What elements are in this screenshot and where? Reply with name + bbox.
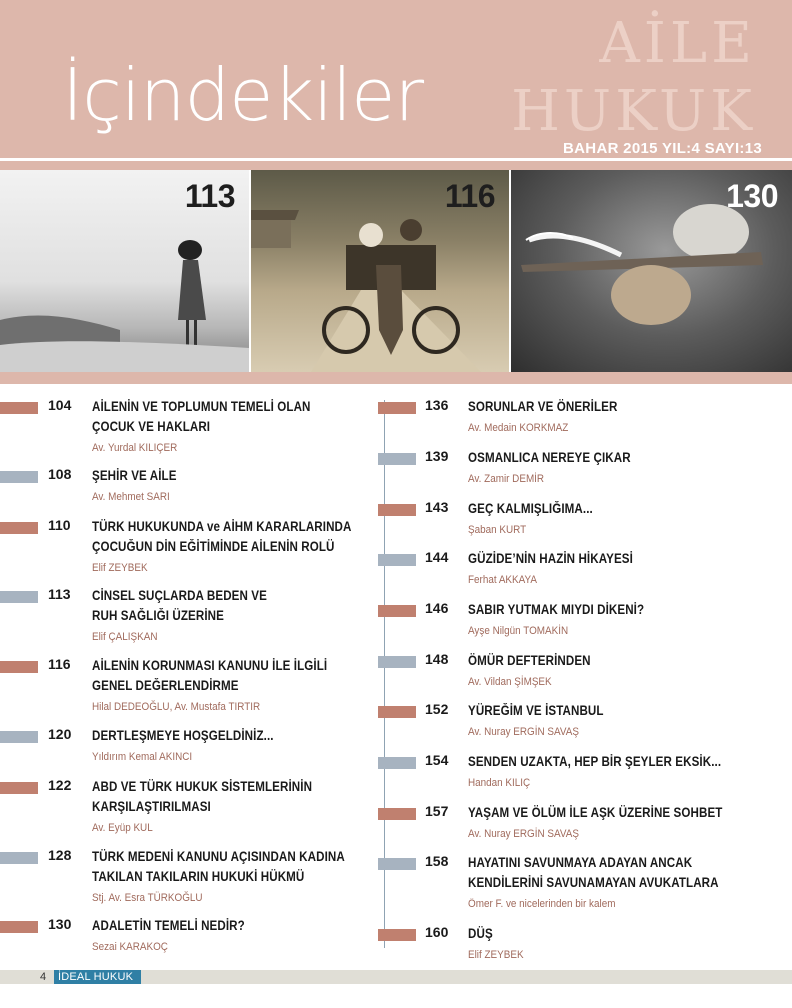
entry-color-bar [378, 858, 416, 870]
entry-page-number: 152 [425, 701, 449, 717]
entry-title-line1: YÜREĞİM VE İSTANBUL [468, 703, 604, 718]
footer-bar [0, 970, 792, 984]
page-title: İçindekiler [62, 53, 424, 137]
entry-page-number: 120 [48, 726, 72, 742]
entry-page-number: 154 [425, 752, 449, 768]
entry-title-line2: KENDİLERİNİ SAVUNAMAYAN AVUKATLARA [468, 875, 719, 890]
entry-page-number: 108 [48, 466, 72, 482]
entry-page-number: 139 [425, 448, 449, 464]
entry-author: Elif ZEYBEK [92, 562, 148, 574]
entry-author: Şaban KURT [468, 524, 527, 536]
entry-title-line1: HAYATINI SAVUNMAYA ADAYAN ANCAK [468, 855, 693, 870]
entry-author: Hilal DEDEOĞLU, Av. Mustafa TIRTIR [92, 701, 261, 713]
photo-underline-band [0, 372, 792, 384]
entry-color-bar [378, 504, 416, 516]
photo-donkey-cart [251, 170, 509, 372]
entry-color-bar [378, 453, 416, 465]
watermark-line2: HUKUK [511, 79, 756, 144]
entry-title-line1: CİNSEL SUÇLARDA BEDEN VE [92, 588, 267, 603]
entry-title-line1: YAŞAM VE ÖLÜM İLE AŞK ÜZERİNE SOHBET [468, 805, 723, 820]
entry-page-number: 110 [48, 517, 71, 533]
entry-title-line1: AİLENİN KORUNMASI KANUNU İLE İLGİLİ [92, 658, 328, 673]
entry-color-bar [378, 402, 416, 414]
entry-color-bar [378, 808, 416, 820]
entry-author: Av. Eyüp KUL [92, 822, 153, 834]
entry-title-line2: RUH SAĞLIĞI ÜZERİNE [92, 608, 224, 623]
entry-page-number: 160 [425, 924, 449, 940]
header-banner [0, 0, 792, 158]
entry-page-number: 143 [425, 499, 449, 515]
entry-title-line1: SENDEN UZAKTA, HEP BİR ŞEYLER EKSİK... [468, 754, 722, 769]
entry-title-line1: ADALETİN TEMELİ NEDİR? [92, 918, 245, 933]
watermark-line1: AİLE [599, 11, 756, 76]
page-number: 4 [40, 971, 47, 983]
entry-title-line1: GÜZİDE’NİN HAZİN HİKAYESİ [468, 551, 633, 566]
entry-title-line1: SABIR YUTMAK MIYDI DİKENİ? [468, 602, 645, 617]
entry-title-line1: SORUNLAR VE ÖNERİLER [468, 399, 618, 414]
entry-page-number: 148 [425, 651, 449, 667]
entry-color-bar [0, 402, 38, 414]
entry-title-line1: OSMANLICA NEREYE ÇIKAR [468, 450, 631, 465]
entry-author: Av. Vildan ŞİMŞEK [468, 676, 552, 688]
photo-page-number: 113 [184, 178, 235, 214]
entry-page-number: 116 [48, 656, 71, 672]
entry-color-bar [378, 554, 416, 566]
entry-page-number: 158 [425, 853, 449, 869]
entry-color-bar [0, 522, 38, 534]
entry-color-bar [378, 757, 416, 769]
entry-page-number: 128 [48, 847, 72, 863]
entry-title-line2: TAKILAN TAKILARIN HUKUKİ HÜKMÜ [92, 869, 305, 884]
entry-title-line2: KARŞILAŞTIRILMASI [92, 799, 211, 814]
photo-page-number: 130 [726, 178, 778, 214]
magazine-brand: İDEAL HUKUK [54, 970, 141, 984]
photo-woman-field [0, 170, 249, 372]
entry-author: Yıldırım Kemal AKINCI [92, 751, 193, 763]
entry-title-line1: AİLENİN VE TOPLUMUN TEMELİ OLAN [92, 399, 311, 414]
entry-color-bar [378, 605, 416, 617]
entry-color-bar [0, 661, 38, 673]
entry-author: Handan KILIÇ [468, 777, 531, 789]
entry-title-line1: TÜRK HUKUKUNDA ve AİHM KARARLARINDA [92, 519, 352, 534]
entry-page-number: 157 [425, 803, 449, 819]
entry-color-bar [378, 706, 416, 718]
issue-info: BAHAR 2015 YIL:4 SAYI:13 [563, 140, 762, 157]
entry-color-bar [378, 929, 416, 941]
entry-page-number: 113 [48, 586, 71, 602]
entry-page-number: 130 [48, 916, 72, 932]
entry-author: Av. Nuray ERGİN SAVAŞ [468, 828, 579, 840]
entry-title-line1: TÜRK MEDENİ KANUNU AÇISINDAN KADINA [92, 849, 345, 864]
photo-page-number: 116 [444, 178, 495, 214]
entry-author: Ömer F. ve nicelerinden bir kalem [468, 898, 616, 910]
entry-author: Av. Nuray ERGİN SAVAŞ [468, 726, 579, 738]
entry-author: Elif ZEYBEK [468, 949, 524, 961]
entry-title-line1: ÖMÜR DEFTERİNDEN [468, 653, 591, 668]
entry-color-bar [0, 921, 38, 933]
entry-author: Av. Yurdal KILIÇER [92, 442, 178, 454]
entry-author: Sezai KARAKOÇ [92, 941, 168, 953]
entry-author: Av. Mehmet SARI [92, 491, 170, 503]
entry-color-bar [0, 852, 38, 864]
entry-page-number: 144 [425, 549, 449, 565]
photo-strip [0, 170, 792, 372]
entry-author: Stj. Av. Esra TÜRKOĞLU [92, 892, 203, 904]
entry-title-line2: ÇOCUK VE HAKLARI [92, 419, 211, 434]
entry-title-line1: DÜŞ [468, 926, 493, 941]
entry-page-number: 136 [425, 397, 449, 413]
entry-title-line2: GENEL DEĞERLENDİRME [92, 678, 239, 693]
entry-color-bar [0, 782, 38, 794]
divider-rose [0, 161, 792, 170]
entry-author: Ayşe Nilgün TOMAKİN [468, 625, 569, 637]
entry-author: Av. Zamir DEMİR [468, 473, 545, 485]
entry-author: Av. Medain KORKMAZ [468, 422, 569, 434]
entry-author: Ferhat AKKAYA [468, 574, 537, 586]
entry-author: Elif ÇALIŞKAN [92, 631, 158, 643]
entry-title-line1: ABD VE TÜRK HUKUK SİSTEMLERİNİN [92, 779, 313, 794]
entry-title-line2: ÇOCUĞUN DİN EĞİTİMİNDE AİLENİN ROLÜ [92, 539, 335, 554]
photo-balancing-stones [511, 170, 792, 372]
entry-color-bar [0, 591, 38, 603]
entry-title-line1: GEÇ KALMIŞLIĞIMA... [468, 501, 593, 516]
entry-page-number: 146 [425, 600, 449, 616]
entry-page-number: 104 [48, 397, 72, 413]
entry-page-number: 122 [48, 777, 72, 793]
entry-title-line1: DERTLEŞMEYE HOŞGELDİNİZ... [92, 728, 274, 743]
entry-color-bar [378, 656, 416, 668]
entry-color-bar [0, 731, 38, 743]
entry-title-line1: ŞEHİR VE AİLE [92, 468, 177, 483]
entry-color-bar [0, 471, 38, 483]
